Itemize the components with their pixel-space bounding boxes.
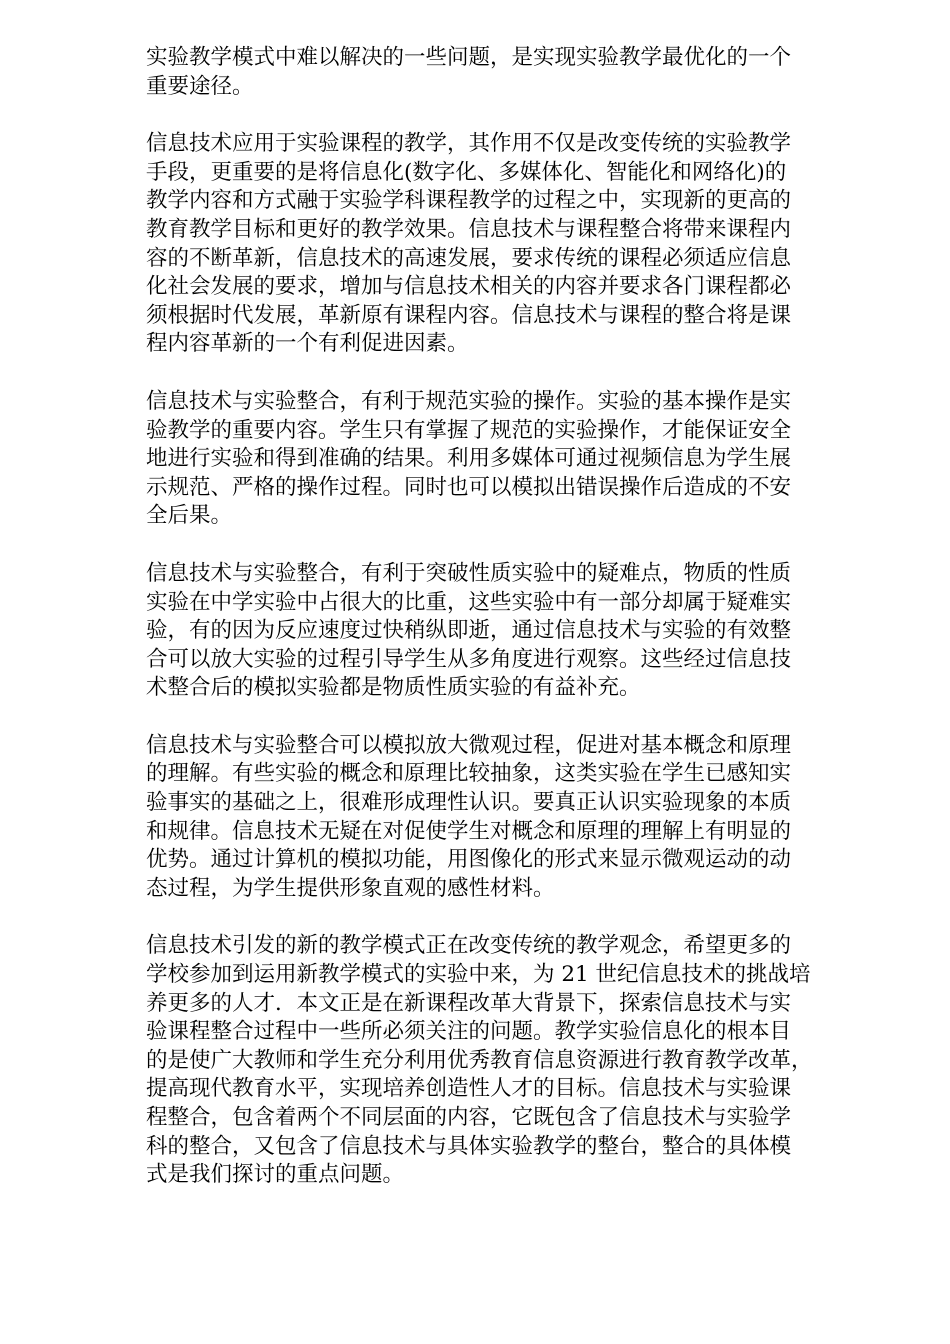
text-line: 验教学的重要内容。学生只有掌握了规范的实验操作，才能保证安全 xyxy=(146,417,792,443)
text-line: 提高现代教育水平，实现培养创造性人才的目标。信息技术与实验课 xyxy=(146,1076,792,1102)
text-line: 全后果。 xyxy=(146,503,233,529)
text-line: 实验在中学实验中占很大的比重，这些实验中有一部分却属于疑难实 xyxy=(146,589,792,615)
text-line: 容的不断革新，信息技术的高速发展，要求传统的课程必须适应信息 xyxy=(146,245,792,271)
text-line: 手段，更重要的是将信息化(数字化、多媒体化、智能化和网络化)的 xyxy=(146,159,787,185)
text-line: 程内容革新的一个有利促进因素。 xyxy=(146,331,469,357)
paragraph-5 xyxy=(146,732,864,904)
text-line: 合可以放大实验的过程引导学生从多角度进行观察。这些经过信息技 xyxy=(146,646,792,672)
text-line: 验课程整合过程中一些所必须关注的问题。教学实验信息化的根本目 xyxy=(146,1019,792,1045)
text-line: 式是我们探讨的重点问题。 xyxy=(146,1162,405,1188)
text-line: 教育教学目标和更好的教学效果。信息技术与课程整合将带来课程内 xyxy=(146,216,792,242)
text-line: 的理解。有些实验的概念和原理比较抽象，这类实验在学生已感知实 xyxy=(146,761,792,787)
text-line: 须根据时代发展，革新原有课程内容。信息技术与课程的整合将是课 xyxy=(146,302,792,328)
text-line: 术整合后的模拟实验都是物质性质实验的有益补充。 xyxy=(146,675,641,701)
text-line: 信息技术引发的新的教学模式正在改变传统的教学观念，希望更多的 xyxy=(146,933,792,959)
text-line: 示规范、严格的操作过程。同时也可以模拟出错误操作后造成的不安 xyxy=(146,474,792,500)
text-line: 态过程，为学生提供形象直观的感性材料。 xyxy=(146,875,555,901)
text-line: 重要途径。 xyxy=(146,73,254,99)
text-line: 教学内容和方式融于实验学科课程教学的过程之中，实现新的更高的 xyxy=(146,188,792,214)
text-line: 化社会发展的要求，增加与信息技术相关的内容并要求各门课程都必 xyxy=(146,274,792,300)
text-line: 养更多的人才．本文正是在新课程改革大背景下，探索信息技术与实 xyxy=(146,990,792,1016)
text-line: 信息技术与实验整合，有利于规范实验的操作。实验的基本操作是实 xyxy=(146,388,792,414)
text-line: 地进行实验和得到准确的结果。利用多媒体可通过视频信息为学生展 xyxy=(146,446,792,472)
text-line: 学校参加到运用新教学模式的实验中来，为 21 世纪信息技术的挑战培 xyxy=(146,962,811,988)
text-line: 的是使广大教师和学生充分利用优秀教育信息资源进行教育教学改革， xyxy=(146,1047,813,1073)
text-line: 和规律。信息技术无疑在对促使学生对概念和原理的理解上有明显的 xyxy=(146,818,792,844)
text-line: 信息技术与实验整合，有利于突破性质实验中的疑难点，物质的性质 xyxy=(146,560,792,586)
text-line: 信息技术应用于实验课程的教学，其作用不仅是改变传统的实验教学 xyxy=(146,131,792,157)
body-text xyxy=(146,44,864,1219)
paragraph-1 xyxy=(146,44,864,101)
text-line: 程整合，包含着两个不同层面的内容，它既包含了信息技术与实验学 xyxy=(146,1105,792,1130)
text-line: 验，有的因为反应速度过快稍纵即逝，通过信息技术与实验的有效整 xyxy=(146,618,792,644)
text-line: 信息技术与实验整合可以模拟放大微观过程，促进对基本概念和原理 xyxy=(146,732,792,758)
paragraph-3 xyxy=(146,388,864,531)
paragraph-4 xyxy=(146,560,864,703)
text-line: 科的整合，又包含了信息技术与具体实验教学的整台，整合的具体模 xyxy=(146,1133,792,1159)
paragraph-2 xyxy=(146,130,864,359)
text-line: 验事实的基础之上，很难形成理性认识。要真正认识实验现象的本质 xyxy=(146,790,792,816)
text-line: 优势。通过计算机的模拟功能，用图像化的形式来显示微观运动的动 xyxy=(146,847,792,873)
paragraph-6 xyxy=(146,932,864,1189)
text-line: 实验教学模式中难以解决的一些问题，是实现实验教学最优化的一个 xyxy=(146,45,792,70)
